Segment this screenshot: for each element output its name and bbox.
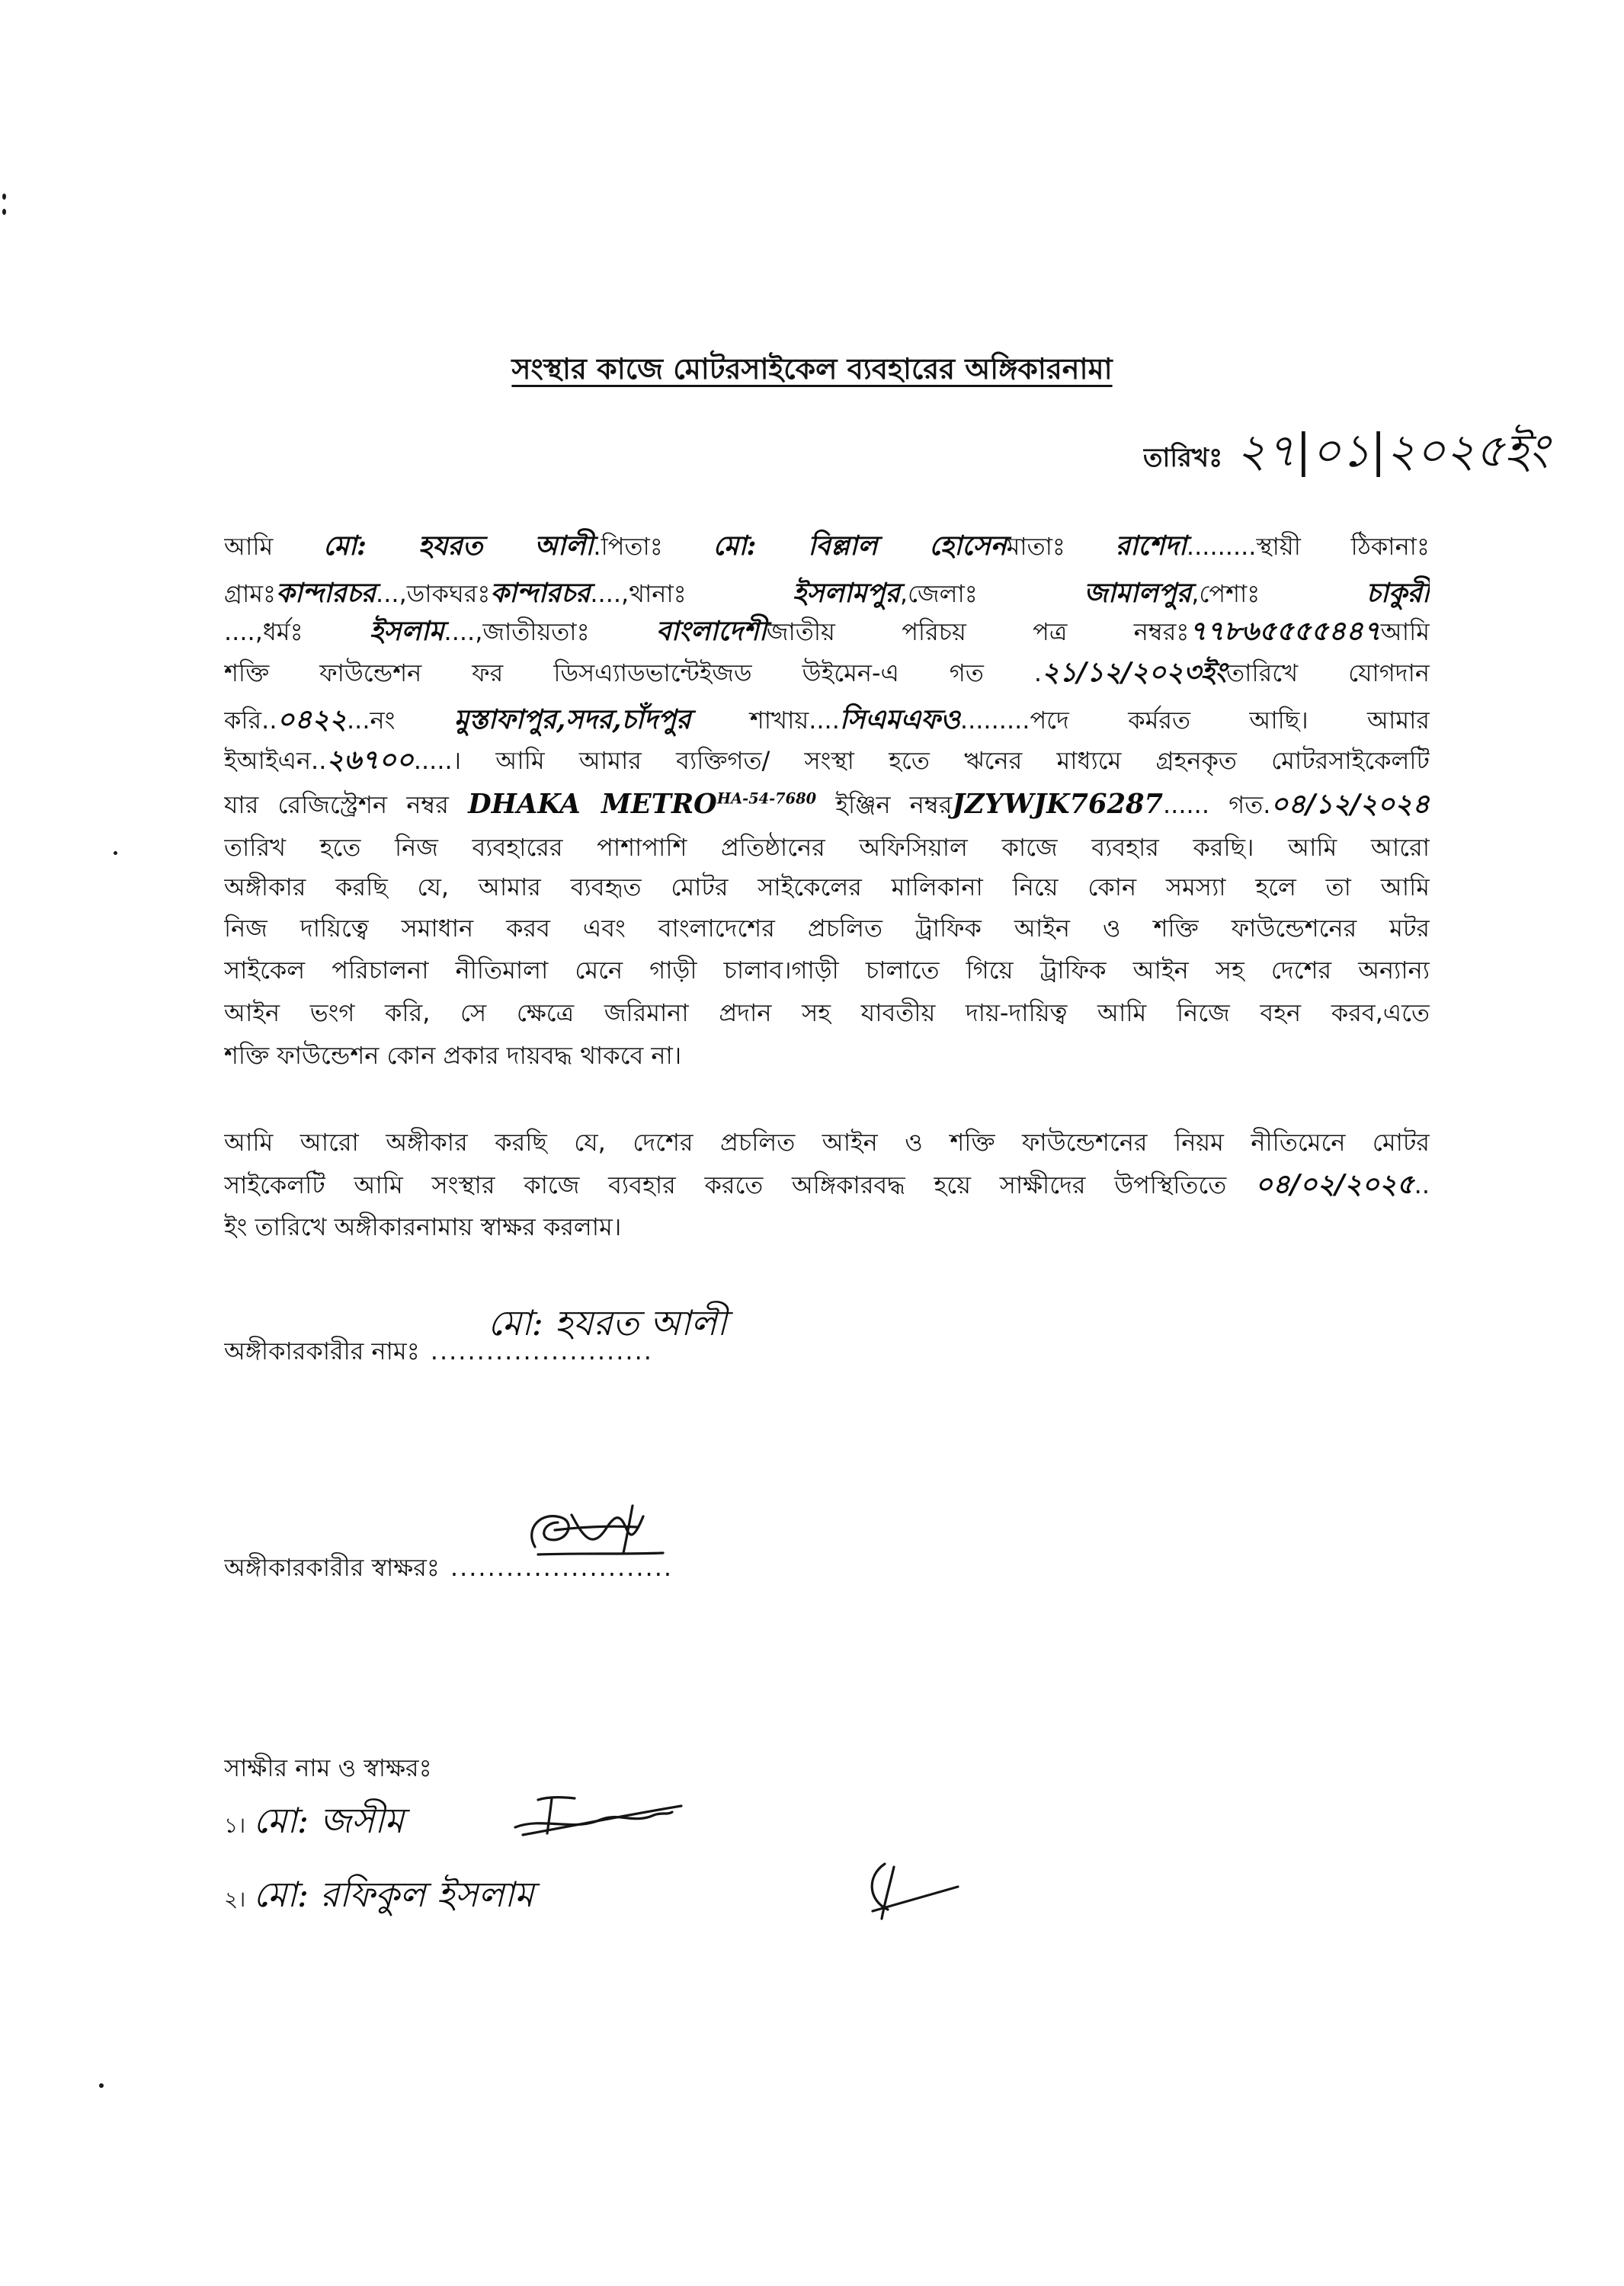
scan-speck [2,209,6,215]
field-nid: ৭৭৮৬৫৫৫৫৪৪৭ [1189,616,1381,647]
label-mother: মাতাঃ [1006,532,1065,561]
declaration-line-8: তারিখ হতে নিজ ব্যবহারের পাশাপাশি প্রতিষ্ঠানের অফিসিয়াল কাজে ব্যবহার করছি। আমি আরো [224,833,1430,862]
text-ami: আমি [224,532,274,561]
label-nid: জাতীয় পরিচয় পত্র নম্বরঃ [766,617,1190,646]
label-nationality: ....,জাতীয়তাঃ [444,617,590,646]
field-ein: ২৬৭০০ [326,744,414,776]
affirmation-line-2 [224,1164,1430,1206]
text-dots: .. [1414,1170,1430,1199]
witness-1-signature [504,1789,687,1844]
registration-number: HA-54-7680 [716,789,817,808]
witness-number: ১। [224,1813,246,1838]
undertaker-name-value: মো: হযরত আলী [488,1302,727,1343]
label-occupation: ,পেশাঃ [1191,579,1260,608]
field-police-station: ইসলামপুর [793,578,900,609]
undertaker-signature-label: অঙ্গীকারকারীর স্বাক্ষরঃ [224,1553,440,1582]
scan-speck [114,851,117,855]
declaration-line-6 [224,739,1430,782]
witness-2-signature [850,1856,964,1925]
label-father: .পিতাঃ [593,532,663,561]
date-label: তারিখঃ [1143,443,1223,473]
field-undertaker-name: মো: হযরত আলী [322,530,594,562]
field-received-date: ০৪/১২/২০২৪ [1270,789,1430,820]
label-ein: ইআইএন.. [224,746,327,775]
text-no: ...নং [346,706,396,735]
field-religion: ইসলাম [370,616,444,647]
text-position-employed: .........পদে কর্মরত আছি। আমার [959,706,1430,735]
declaration-line-9: অঙ্গীকার করছি যে, আমার ব্যবহৃত মোটর সাইকেলের মালিকানা নিয়ে কোন সমস্যা হলে তা আমি [224,872,1430,901]
field-district: জামালপুর [1084,578,1192,609]
undertaker-name-label: অঙ্গীকারকারীর নামঃ [224,1337,420,1366]
undertaker-signature-dots: ........................ [450,1553,674,1582]
declaration-line-7 [224,783,1430,826]
undertaker-name-dots: ........................ [430,1337,653,1366]
undertaker-signature [518,1500,671,1568]
text-ami-2: আমি [1380,617,1430,646]
field-post-office: কান্দারচর [490,578,591,609]
declaration-line-5 [224,699,1430,741]
document-title: সংস্থার কাজে মোটরসাইকেল ব্যবহারের অঙ্গিকারনামা [511,352,1113,386]
declaration-line-13: শক্তি ফাউন্ডেশন কোন প্রকার দায়বদ্ধ থাকবে না। [224,1041,682,1070]
declaration-line-1 [224,525,1430,568]
scan-speck [99,2083,104,2088]
declaration-line-4 [224,652,1430,694]
text-kori: করি.. [224,706,277,735]
witness-row-2 [224,1865,849,1924]
witness-label: সাক্ষীর নাম ও স্বাক্ষরঃ [224,1753,432,1782]
field-father-name: মো: বিল্লাল হোসেন [713,530,1007,562]
label-permanent-address: .........স্থায়ী ঠিকানাঃ [1186,532,1430,561]
field-occupation: চাকুরী [1366,578,1430,609]
field-branch-number: ০৪২২ [277,704,347,735]
label-post-office: ...,ডাকঘরঃ [376,579,491,608]
witness-name: মো: জসীম [253,1800,405,1841]
label-branch: শাখায়.... [749,706,840,735]
field-branch-name: মুস্তাফাপুর,সদর,চাঁদপুর [453,704,691,735]
field-village: কান্দারচর [276,578,376,609]
field-signing-date: ০৪/০২/২০২৫ [1255,1169,1414,1200]
text-motorcycle-received: .....। আমি আমার ব্যক্তিগত/ সংস্থা হতে ঋনের মাধ্যমে গ্রহনকৃত মোটরসাইকেলটি [413,746,1430,775]
text-witness-presence: সাইকেলটি আমি সংস্থার কাজে ব্যবহার করতে অঙ্গিকারবদ্ধ হয়ে সাক্ষীদের উপস্থিতিতে [224,1170,1227,1199]
field-nationality: বাংলাদেশী [656,616,767,647]
declaration-line-2 [224,572,1430,615]
label-registration: যার রেজিস্ট্রেশন নম্বর [224,790,449,819]
registration-city: DHAKA METRO [468,789,717,820]
affirmation-line-1: আমি আরো অঙ্গীকার করছি যে, দেশের প্রচলিত আইন ও শক্তি ফাউন্ডেশনের নিয়ম নীতিমেনে মোটর [224,1128,1430,1157]
field-registration-number [468,789,816,820]
declaration-line-10: নিজ দায়িত্বে সমাধান করব এবং বাংলাদেশের প্রচলিত ট্রাফিক আইন ও শক্তি ফাউন্ডেশনের মটর [224,914,1430,943]
witness-number: ২। [224,1887,246,1912]
field-mother-name: রাশেদা [1115,530,1187,562]
label-police-station: ....,থানাঃ [590,579,687,608]
text-joined: তারিখে যোগদান [1226,658,1430,687]
field-designation: সিএমএফও [839,704,960,735]
label-received-since: ...... গত. [1162,790,1271,819]
label-village: গ্রামঃ [224,579,277,608]
text-joined-organisation: শক্তি ফাউন্ডেশন ফর ডিসএ্যাডভান্টেইজড উইমেন-এ গত . [224,658,1043,687]
scan-speck [2,194,6,200]
field-engine-number: JZYWJK76287 [952,789,1163,820]
declaration-line-12: আইন ভংগ করি, সে ক্ষেত্রে জরিমানা প্রদান সহ যাবতীয় দায়-দায়িত্ব আমি নিজে বহন করব,এতে [224,998,1430,1027]
declaration-line-3 [224,610,1430,653]
label-religion: ....,ধর্মঃ [224,617,303,646]
affirmation-line-3: ইং তারিখে অঙ্গীকারনামায় স্বাক্ষর করলাম। [224,1212,622,1241]
date-row [1143,416,1608,486]
label-engine: ইঞ্জিন নম্বর [835,790,953,819]
witness-name: মো: রফিকুল ইসলাম [253,1874,534,1915]
label-district: ,জেলাঃ [899,579,978,608]
field-joining-date: ২১/১২/২০২৩ইং [1042,657,1227,688]
date-value: ২৭|০১|২০২৫ইং [1236,424,1549,478]
declaration-line-11: সাইকেল পরিচালনা নীতিমালা মেনে গাড়ী চালাব।গাড়ী চালাতে গিয়ে ট্রাফিক আইন সহ দেশের অন্যান্য [224,956,1430,985]
